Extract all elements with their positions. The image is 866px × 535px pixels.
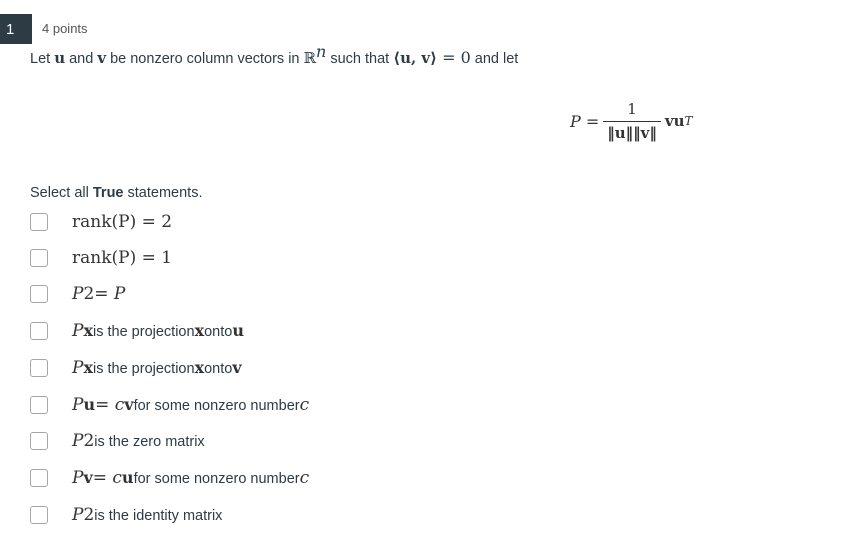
projection-formula: P = $\frac{1}{‖u‖‖v‖}$ vu T [570,100,693,142]
option-vector: x [194,321,205,340]
instruction-emphasis: True [92,185,124,201]
formula-fraction [603,100,661,142]
option-label: for some nonzero number [133,398,300,414]
option-math: P [72,505,84,525]
option-vector: v [124,395,134,414]
option-checkbox[interactable] [30,432,48,450]
answer-option-6[interactable] [30,392,309,418]
option-text: P 2 = P [72,284,126,304]
option-checkbox[interactable] [30,322,48,340]
option-vector: v [232,358,242,377]
option-text [72,321,244,341]
answer-option-7[interactable] [30,428,205,454]
option-math: = P [94,284,126,304]
prompt-text: Let [30,51,55,67]
instruction-text: Select all [30,185,93,201]
option-vector: x [83,358,93,377]
option-label: for some nonzero number [133,471,300,487]
option-vector: u [232,321,244,340]
option-checkbox[interactable] [30,285,48,303]
answer-option-8[interactable] [30,465,309,491]
option-label: is the zero matrix [94,434,205,450]
option-vector: x [194,358,205,377]
option-vector: x [83,321,93,340]
option-label: onto [204,324,233,340]
option-text [72,248,172,268]
option-text: P 2 is the identity matrix [72,505,223,525]
option-vector: u [83,395,96,414]
option-text [72,468,309,488]
question-prompt [30,42,519,67]
select-instruction [30,185,202,201]
option-text [72,358,242,378]
answer-option-4[interactable] [30,318,244,344]
fraction-denominator: ‖u‖‖v‖ [603,121,661,142]
option-math: rank(P) = 2 [72,212,173,232]
option-math: P [72,358,84,378]
answer-option-1[interactable] [30,209,172,235]
prompt-text: and let [470,51,519,67]
option-checkbox[interactable] [30,506,48,524]
option-vector: u [121,468,134,487]
prompt-text: be nonzero column vectors in [106,51,304,67]
option-text [72,395,309,415]
option-text [72,212,172,232]
option-vector: v [83,468,93,487]
option-checkbox[interactable] [30,249,48,267]
option-label: is the projection [93,361,195,377]
option-math: P [72,395,84,415]
vector-u: u [54,49,66,67]
option-math: = c [92,468,122,488]
option-math: rank(P) = 1 [72,248,173,268]
equals-zero: = 0 [437,48,471,67]
option-math: P [72,468,84,488]
option-text: P 2 is the zero matrix [72,431,205,451]
option-checkbox[interactable] [30,396,48,414]
option-checkbox[interactable] [30,359,48,377]
option-label: is the identity matrix [94,508,223,524]
option-math: P [72,284,84,304]
outer-product-vu: vu [664,112,685,130]
option-checkbox[interactable] [30,469,48,487]
prompt-text: and [65,51,98,67]
vector-v: v [97,49,107,67]
answer-option-9[interactable] [30,502,222,528]
dimension-n: n [316,42,327,62]
prompt-text: such that [326,51,394,67]
answer-option-3[interactable] [30,281,125,307]
inner-product: ⟨u, v⟩ [393,49,437,67]
answer-option-5[interactable] [30,355,242,381]
option-math: c [299,468,310,488]
option-math: c [299,395,310,415]
formula-lhs: P = [570,111,600,131]
answer-option-2[interactable] [30,245,172,271]
question-number: 1 [0,14,32,44]
option-math: = c [95,395,125,415]
instruction-text: statements. [123,185,203,201]
real-space-symbol: ℝ [303,49,316,67]
option-checkbox[interactable] [30,213,48,231]
option-math: P [72,431,84,451]
option-label: is the projection [93,324,195,340]
option-math: P [72,321,84,341]
question-points: 4 points [42,21,88,36]
option-label: onto [204,361,233,377]
fraction-numerator: 1 [627,100,637,118]
